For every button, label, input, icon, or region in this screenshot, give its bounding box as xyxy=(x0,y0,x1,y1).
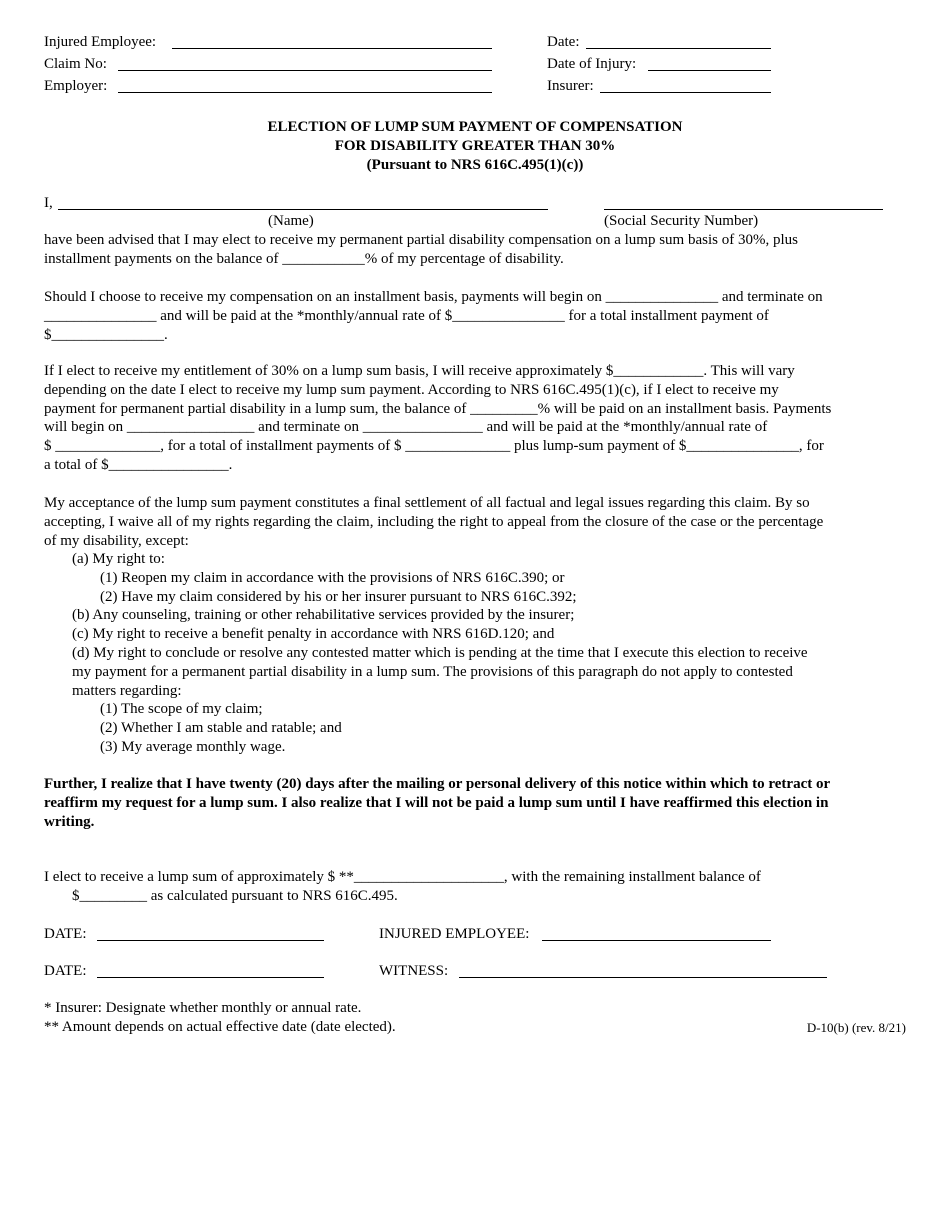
injured-employee-field[interactable] xyxy=(172,48,492,49)
employer-label: Employer: xyxy=(44,78,108,94)
acceptance-paragraph xyxy=(44,494,910,550)
exception-a1: (1) Reopen my claim in accordance with the provisions of NRS 616C.390; or xyxy=(100,570,565,586)
advisement-paragraph xyxy=(44,231,910,269)
footnote-amount: ** Amount depends on actual effective date (date elected). xyxy=(44,1019,396,1035)
lump-sum-line: depending on the date I elect to receive my lump sum payment. According to NRS 616C.495(1)(c), if I elect to receive my xyxy=(44,381,779,398)
date-of-injury-field[interactable] xyxy=(648,70,771,71)
ssn-field[interactable] xyxy=(604,209,883,210)
exception-d1: (1) The scope of my claim; xyxy=(100,701,263,717)
employer-field[interactable] xyxy=(118,92,492,93)
witness-date-label: DATE: xyxy=(44,963,87,979)
exception-d3: (3) My average monthly wage. xyxy=(100,739,286,755)
form-id: D-10(b) (rev. 8/21) xyxy=(806,1020,906,1035)
claim-no-field[interactable] xyxy=(118,70,492,71)
exception-d-line1: (d) My right to conclude or resolve any contested matter which is pending at the time that I execute this election to receive xyxy=(72,645,808,661)
exception-c: (c) My right to receive a benefit penalty in accordance with NRS 616D.120; and xyxy=(72,626,555,642)
footnote-insurer: * Insurer: Designate whether monthly or annual rate. xyxy=(44,1000,362,1016)
lump-sum-line: a total of $________________. xyxy=(44,456,233,473)
election-line2: $_________ as calculated pursuant to NRS 616C.495. xyxy=(72,888,398,904)
lump-sum-paragraph xyxy=(44,362,910,475)
retraction-notice-line: writing. xyxy=(44,813,95,830)
exception-a2: (2) Have my claim considered by his or her insurer pursuant to NRS 616C.392; xyxy=(100,589,577,605)
name-caption: (Name) xyxy=(268,213,314,229)
identity-prefix: I, xyxy=(44,195,53,211)
exception-d2: (2) Whether I am stable and ratable; and xyxy=(100,720,342,736)
installment-paragraph xyxy=(44,288,910,344)
injured-employee-signature-field[interactable] xyxy=(542,940,771,941)
witness-label: WITNESS: xyxy=(379,963,449,979)
form-title-line1: ELECTION OF LUMP SUM PAYMENT OF COMPENSATION xyxy=(267,119,683,135)
form-title-line3: (Pursuant to NRS 616C.495(1)(c)) xyxy=(366,157,584,173)
insurer-label: Insurer: xyxy=(547,78,594,94)
date-field[interactable] xyxy=(586,48,771,49)
witness-signature-field[interactable] xyxy=(459,977,827,978)
lump-sum-line: $ ______________, for a total of installment payments of $ ______________ plus lump-sum payment of $_______________, for xyxy=(44,438,824,455)
claim-no-label: Claim No: xyxy=(44,56,107,72)
date-of-injury-label: Date of Injury: xyxy=(547,56,637,72)
retraction-notice xyxy=(44,775,910,831)
exception-b: (b) Any counseling, training or other rehabilitative services provided by the insurer; xyxy=(72,607,575,623)
signature-date-field[interactable] xyxy=(97,940,324,941)
exception-a: (a) My right to: xyxy=(72,551,165,567)
retraction-notice-line: reaffirm my request for a lump sum. I also realize that I will not be paid a lump sum until I have reaffirmed this election in xyxy=(44,794,829,811)
installment-line: _______________ and will be paid at the *monthly/annual rate of $_______________ for a total installment payment of xyxy=(44,307,769,324)
date-label: Date: xyxy=(547,34,580,50)
retraction-notice-line: Further, I realize that I have twenty (20) days after the mailing or personal delivery of this notice within which to retract or xyxy=(44,776,831,792)
insurer-field[interactable] xyxy=(600,92,771,93)
name-field[interactable] xyxy=(58,209,548,210)
lump-sum-line: If I elect to receive my entitlement of 30% on a lump sum basis, I will receive approximately $____________. This will vary xyxy=(44,363,795,379)
advisement-line: have been advised that I may elect to receive my permanent partial disability compensation on a lump sum basis of 30%, plus xyxy=(44,232,798,248)
acceptance-line: accepting, I waive all of my rights regarding the claim, including the right to appeal from the closure of the case or the percentage xyxy=(44,513,824,530)
advisement-line: installment payments on the balance of ___________% of my percentage of disability. xyxy=(44,250,564,267)
election-line1: I elect to receive a lump sum of approximately $ **____________________, with the remaining installment balance of xyxy=(44,869,761,885)
injured-employee-signature-label: INJURED EMPLOYEE: xyxy=(379,926,530,942)
lump-sum-line: payment for permanent partial disability in a lump sum, the balance of _________% will be paid on an installment basis. Payments xyxy=(44,400,832,417)
acceptance-line: My acceptance of the lump sum payment constitutes a final settlement of all factual and legal issues regarding this claim. By so xyxy=(44,495,810,511)
exception-d-line2: my payment for a permanent partial disability in a lump sum. The provisions of this paragraph do not apply to contested xyxy=(72,664,793,680)
form-title-line2: FOR DISABILITY GREATER THAN 30% xyxy=(334,138,616,154)
installment-line: $_______________. xyxy=(44,326,168,343)
witness-date-field[interactable] xyxy=(97,977,324,978)
lump-sum-line: will begin on _________________ and terminate on ________________ and will be paid at the *monthly/annual rate of xyxy=(44,419,768,436)
ssn-caption: (Social Security Number) xyxy=(604,213,759,229)
injured-employee-label: Injured Employee: xyxy=(44,34,157,50)
installment-line: Should I choose to receive my compensation on an installment basis, payments will begin on _______________ and terminate on xyxy=(44,289,823,305)
acceptance-line: of my disability, except: xyxy=(44,532,189,549)
exception-d-line3: matters regarding: xyxy=(72,683,182,699)
signature-date-label: DATE: xyxy=(44,926,87,942)
